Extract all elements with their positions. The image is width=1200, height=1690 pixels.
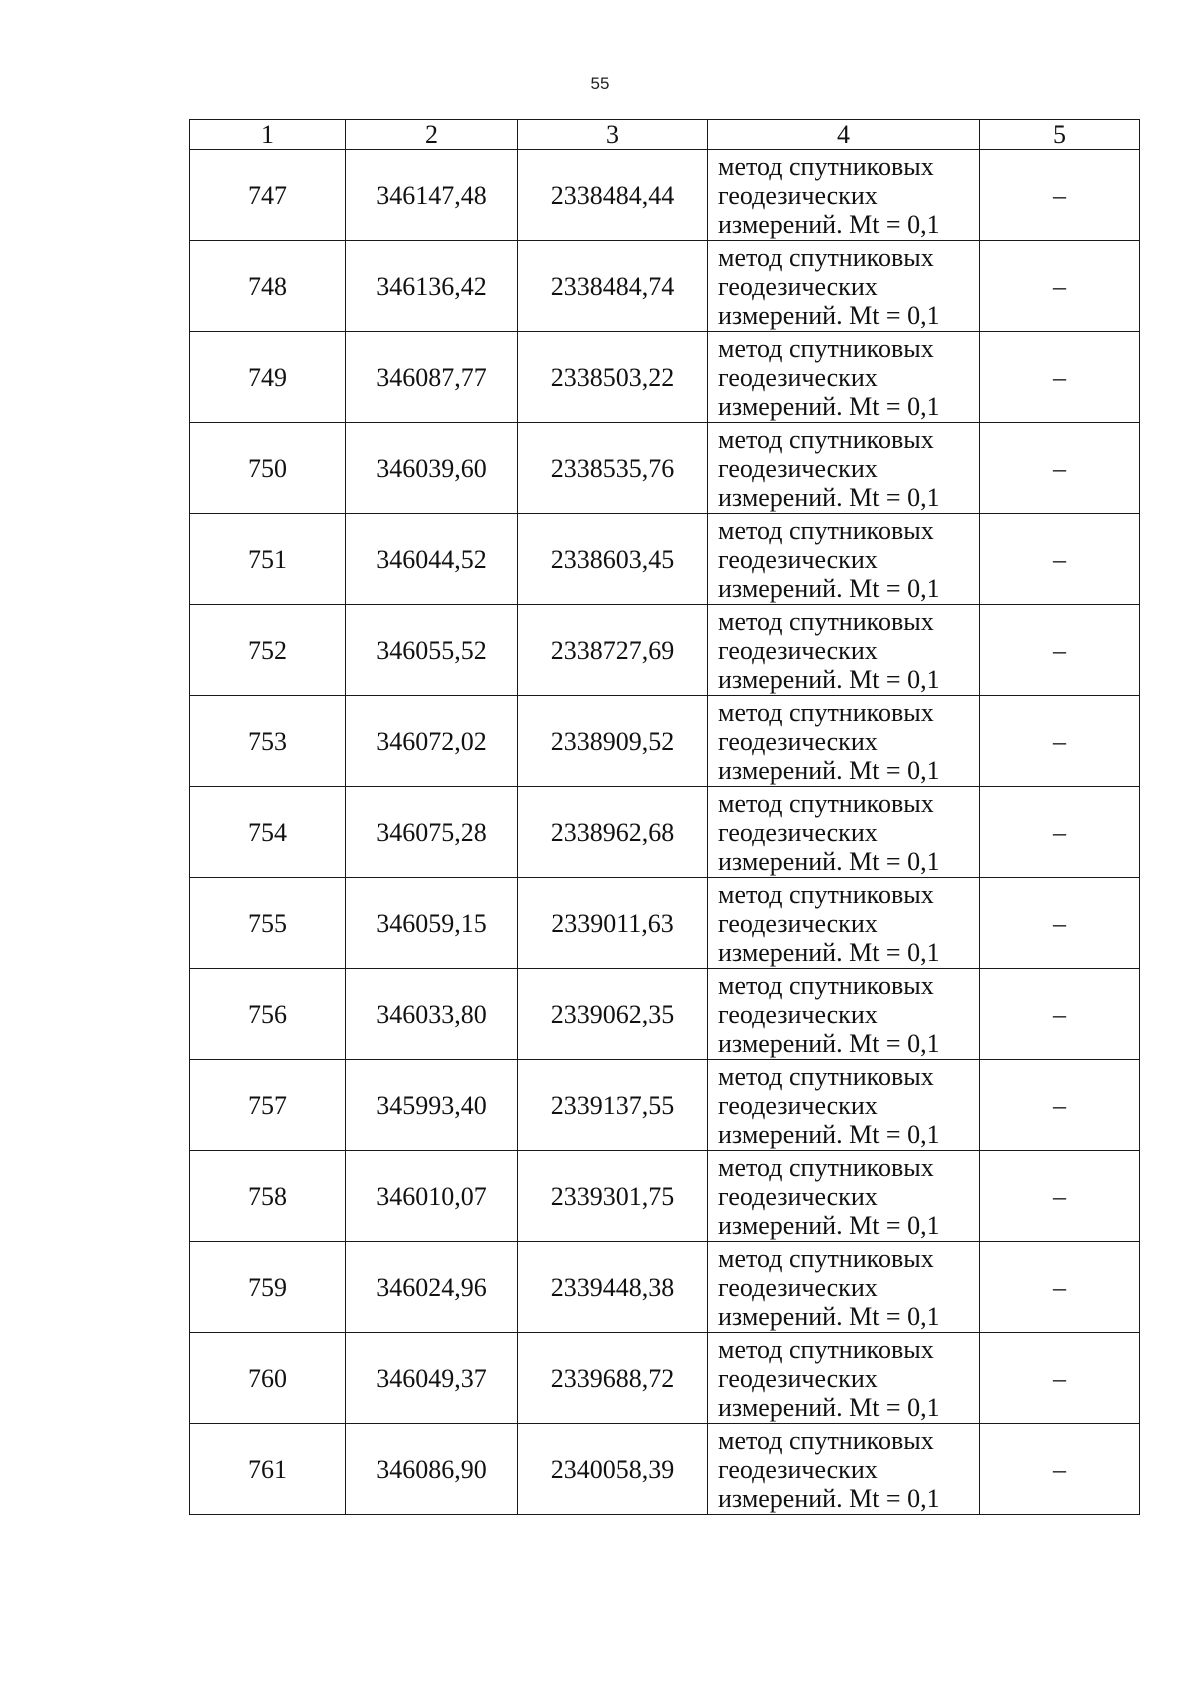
note-cell: – bbox=[980, 514, 1140, 605]
point-number-cell: 748 bbox=[190, 241, 346, 332]
point-number-cell: 750 bbox=[190, 423, 346, 514]
x-coordinate-cell: 346072,02 bbox=[346, 696, 518, 787]
method-text-line: метод спутниковых bbox=[718, 515, 934, 545]
note-cell: – bbox=[980, 332, 1140, 423]
y-coordinate-cell: 2338535,76 bbox=[518, 423, 708, 514]
table-row bbox=[190, 1242, 1140, 1333]
note-cell: – bbox=[980, 1333, 1140, 1424]
x-coordinate-cell: 346059,15 bbox=[346, 878, 518, 969]
method-text-line: измерений. Mt = 0,1 bbox=[718, 391, 940, 421]
method-cell bbox=[708, 605, 980, 696]
method-text-line: измерений. Mt = 0,1 bbox=[718, 1028, 940, 1058]
method-cell bbox=[708, 150, 980, 241]
x-coordinate-cell: 346147,48 bbox=[346, 150, 518, 241]
point-number-cell: 758 bbox=[190, 1151, 346, 1242]
method-text-line: измерений. Mt = 0,1 bbox=[718, 209, 940, 239]
x-coordinate-cell: 346010,07 bbox=[346, 1151, 518, 1242]
table-row bbox=[190, 1151, 1140, 1242]
x-coordinate-cell: 346033,80 bbox=[346, 969, 518, 1060]
table-row bbox=[190, 787, 1140, 878]
note-cell: – bbox=[980, 696, 1140, 787]
method-cell bbox=[708, 423, 980, 514]
x-coordinate-cell: 346136,42 bbox=[346, 241, 518, 332]
method-cell bbox=[708, 696, 980, 787]
method-text-line: метод спутниковых bbox=[718, 606, 934, 636]
method-text-line: геодезических bbox=[718, 635, 878, 665]
table-row bbox=[190, 605, 1140, 696]
method-text-line: геодезических bbox=[718, 544, 878, 574]
y-coordinate-cell: 2340058,39 bbox=[518, 1424, 708, 1515]
method-text-line: метод спутниковых bbox=[718, 1425, 934, 1455]
method-text-line: измерений. Mt = 0,1 bbox=[718, 937, 940, 967]
y-coordinate-cell: 2338503,22 bbox=[518, 332, 708, 423]
method-text-line: геодезических bbox=[718, 726, 878, 756]
note-cell: – bbox=[980, 787, 1140, 878]
column-header-5: 5 bbox=[980, 120, 1140, 150]
method-cell bbox=[708, 787, 980, 878]
y-coordinate-cell: 2338962,68 bbox=[518, 787, 708, 878]
note-cell: – bbox=[980, 1060, 1140, 1151]
x-coordinate-cell: 346049,37 bbox=[346, 1333, 518, 1424]
x-coordinate-cell: 346024,96 bbox=[346, 1242, 518, 1333]
method-cell bbox=[708, 1242, 980, 1333]
column-header-3: 3 bbox=[518, 120, 708, 150]
table-row bbox=[190, 332, 1140, 423]
point-number-cell: 754 bbox=[190, 787, 346, 878]
method-text-line: измерений. Mt = 0,1 bbox=[718, 573, 940, 603]
method-cell bbox=[708, 878, 980, 969]
method-text-line: измерений. Mt = 0,1 bbox=[718, 1301, 940, 1331]
method-text-line: метод спутниковых bbox=[718, 697, 934, 727]
y-coordinate-cell: 2338727,69 bbox=[518, 605, 708, 696]
method-text-line: метод спутниковых bbox=[718, 1061, 934, 1091]
method-text-line: метод спутниковых bbox=[718, 788, 934, 818]
method-cell bbox=[708, 1333, 980, 1424]
point-number-cell: 761 bbox=[190, 1424, 346, 1515]
point-number-cell: 753 bbox=[190, 696, 346, 787]
y-coordinate-cell: 2338909,52 bbox=[518, 696, 708, 787]
method-cell bbox=[708, 1060, 980, 1151]
method-text-line: измерений. Mt = 0,1 bbox=[718, 300, 940, 330]
note-cell: – bbox=[980, 423, 1140, 514]
header-row bbox=[190, 120, 1140, 150]
point-number-cell: 747 bbox=[190, 150, 346, 241]
method-text-line: измерений. Mt = 0,1 bbox=[718, 846, 940, 876]
method-text-line: метод спутниковых bbox=[718, 333, 934, 363]
method-text-line: измерений. Mt = 0,1 bbox=[718, 664, 940, 694]
method-text-line: геодезических bbox=[718, 908, 878, 938]
method-cell bbox=[708, 969, 980, 1060]
y-coordinate-cell: 2338603,45 bbox=[518, 514, 708, 605]
method-text-line: геодезических bbox=[718, 1272, 878, 1302]
y-coordinate-cell: 2338484,44 bbox=[518, 150, 708, 241]
method-text-line: геодезических bbox=[718, 1363, 878, 1393]
table-row bbox=[190, 514, 1140, 605]
coordinates-table bbox=[189, 119, 1140, 1515]
y-coordinate-cell: 2339137,55 bbox=[518, 1060, 708, 1151]
point-number-cell: 756 bbox=[190, 969, 346, 1060]
point-number-cell: 749 bbox=[190, 332, 346, 423]
method-text-line: метод спутниковых bbox=[718, 151, 934, 181]
column-header-4: 4 bbox=[708, 120, 980, 150]
x-coordinate-cell: 346075,28 bbox=[346, 787, 518, 878]
table-row bbox=[190, 969, 1140, 1060]
x-coordinate-cell: 346086,90 bbox=[346, 1424, 518, 1515]
method-cell bbox=[708, 1151, 980, 1242]
note-cell: – bbox=[980, 969, 1140, 1060]
x-coordinate-cell: 346039,60 bbox=[346, 423, 518, 514]
point-number-cell: 752 bbox=[190, 605, 346, 696]
table-header bbox=[190, 120, 1140, 150]
method-text-line: геодезических bbox=[718, 1181, 878, 1211]
method-text-line: геодезических bbox=[718, 999, 878, 1029]
method-text-line: метод спутниковых bbox=[718, 424, 934, 454]
y-coordinate-cell: 2339688,72 bbox=[518, 1333, 708, 1424]
table-row bbox=[190, 878, 1140, 969]
y-coordinate-cell: 2338484,74 bbox=[518, 241, 708, 332]
table-row bbox=[190, 1424, 1140, 1515]
column-header-1: 1 bbox=[190, 120, 346, 150]
table-row bbox=[190, 696, 1140, 787]
method-cell bbox=[708, 1424, 980, 1515]
column-header-2: 2 bbox=[346, 120, 518, 150]
method-text-line: измерений. Mt = 0,1 bbox=[718, 1210, 940, 1240]
method-text-line: геодезических bbox=[718, 817, 878, 847]
table-row bbox=[190, 241, 1140, 332]
point-number-cell: 759 bbox=[190, 1242, 346, 1333]
method-text-line: геодезических bbox=[718, 362, 878, 392]
method-text-line: геодезических bbox=[718, 1454, 878, 1484]
method-text-line: измерений. Mt = 0,1 bbox=[718, 1119, 940, 1149]
page-number: 55 bbox=[590, 74, 610, 93]
method-cell bbox=[708, 332, 980, 423]
note-cell: – bbox=[980, 150, 1140, 241]
method-text-line: измерений. Mt = 0,1 bbox=[718, 1392, 940, 1422]
method-text-line: метод спутниковых bbox=[718, 970, 934, 1000]
table-row bbox=[190, 423, 1140, 514]
method-text-line: метод спутниковых bbox=[718, 1334, 934, 1364]
note-cell: – bbox=[980, 1151, 1140, 1242]
note-cell: – bbox=[980, 605, 1140, 696]
method-text-line: метод спутниковых bbox=[718, 1152, 934, 1182]
method-text-line: геодезических bbox=[718, 180, 878, 210]
note-cell: – bbox=[980, 241, 1140, 332]
method-cell bbox=[708, 241, 980, 332]
method-text-line: геодезических bbox=[718, 453, 878, 483]
point-number-cell: 760 bbox=[190, 1333, 346, 1424]
method-text-line: метод спутниковых bbox=[718, 879, 934, 909]
method-text-line: измерений. Mt = 0,1 bbox=[718, 482, 940, 512]
method-text-line: метод спутниковых bbox=[718, 1243, 934, 1273]
point-number-cell: 757 bbox=[190, 1060, 346, 1151]
method-cell bbox=[708, 514, 980, 605]
table-body bbox=[190, 150, 1140, 1515]
table-row bbox=[190, 1333, 1140, 1424]
method-text-line: измерений. Mt = 0,1 bbox=[718, 755, 940, 785]
x-coordinate-cell: 345993,40 bbox=[346, 1060, 518, 1151]
x-coordinate-cell: 346055,52 bbox=[346, 605, 518, 696]
note-cell: – bbox=[980, 1424, 1140, 1515]
table-row bbox=[190, 1060, 1140, 1151]
x-coordinate-cell: 346087,77 bbox=[346, 332, 518, 423]
method-text-line: измерений. Mt = 0,1 bbox=[718, 1483, 940, 1513]
point-number-cell: 751 bbox=[190, 514, 346, 605]
y-coordinate-cell: 2339448,38 bbox=[518, 1242, 708, 1333]
table-row bbox=[190, 150, 1140, 241]
method-text-line: геодезических bbox=[718, 271, 878, 301]
y-coordinate-cell: 2339301,75 bbox=[518, 1151, 708, 1242]
x-coordinate-cell: 346044,52 bbox=[346, 514, 518, 605]
y-coordinate-cell: 2339011,63 bbox=[518, 878, 708, 969]
y-coordinate-cell: 2339062,35 bbox=[518, 969, 708, 1060]
method-text-line: геодезических bbox=[718, 1090, 878, 1120]
note-cell: – bbox=[980, 878, 1140, 969]
method-text-line: метод спутниковых bbox=[718, 242, 934, 272]
note-cell: – bbox=[980, 1242, 1140, 1333]
point-number-cell: 755 bbox=[190, 878, 346, 969]
